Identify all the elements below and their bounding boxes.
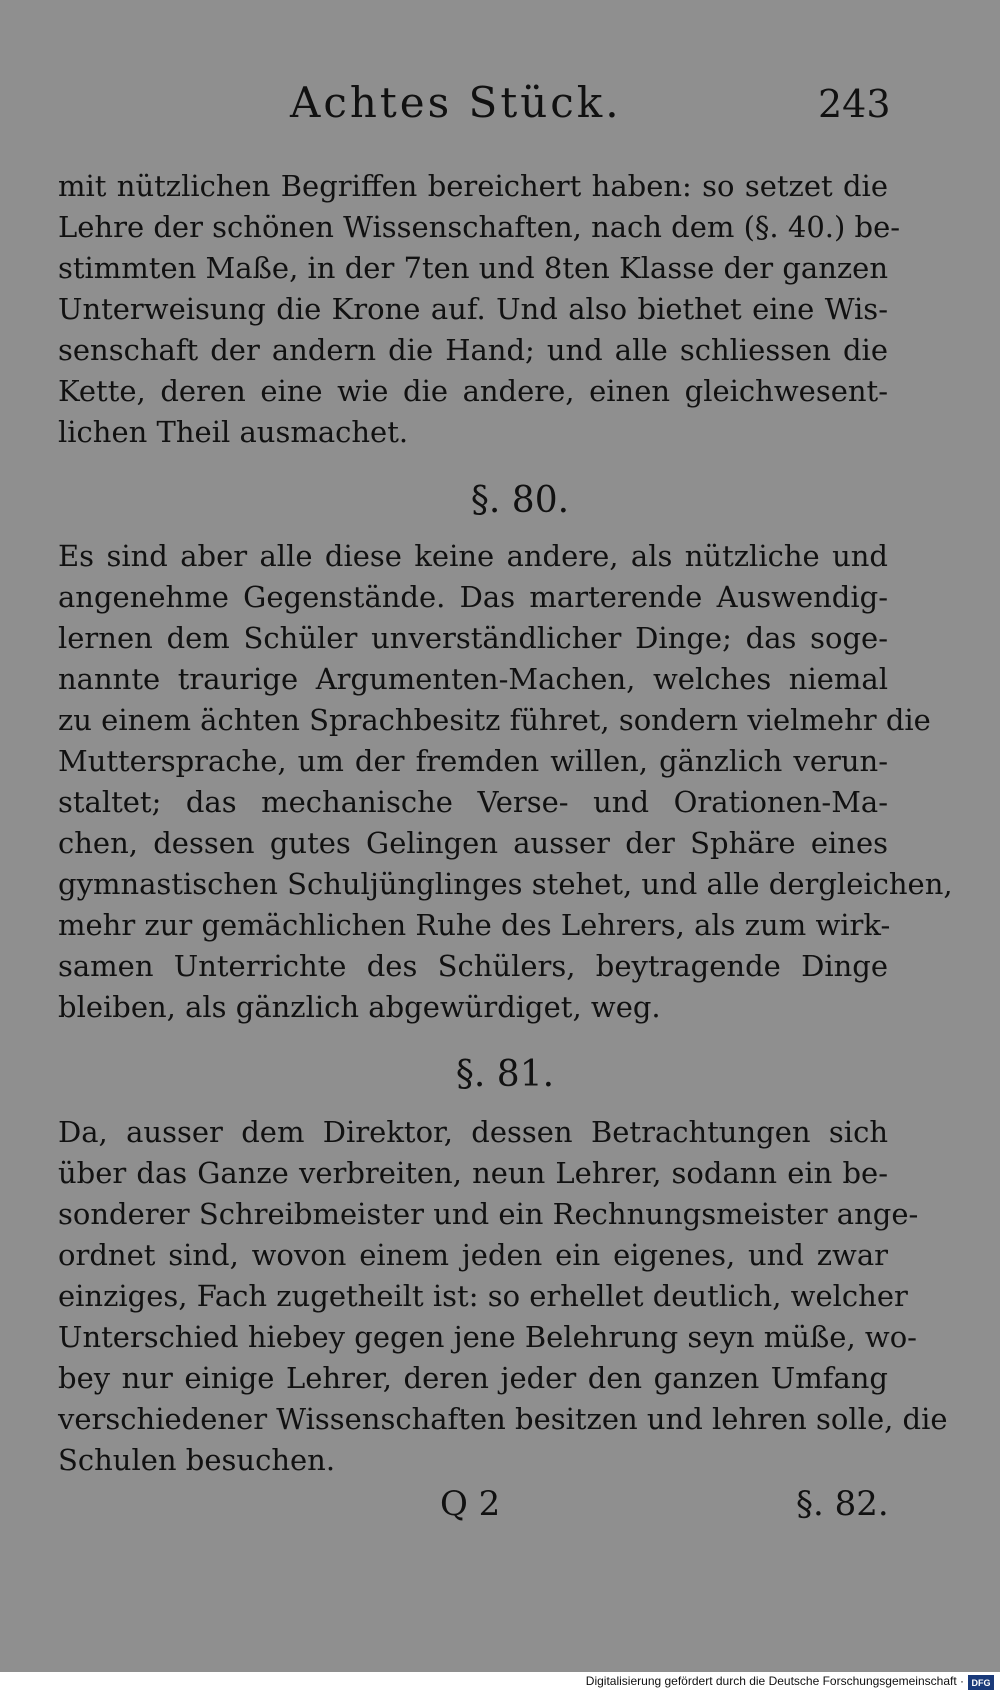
text-line: lichen Theil ausmachet. — [58, 415, 409, 449]
svg-text:DFG: DFG — [971, 1678, 991, 1688]
text-line: Lehre der schönen Wissenschaften, nach dem (§. 40.) be- — [58, 210, 901, 244]
text-line: zu einem ächten Sprachbesitz führet, sondern vielmehr die — [58, 703, 931, 737]
text-line: samen Unterrichte des Schülers, beytragende Dinge — [58, 949, 888, 983]
text-line: Muttersprache, um der fremden willen, gänzlich verun- — [58, 744, 888, 778]
text-line: verschiedener Wissenschaften besitzen und lehren solle, die — [58, 1402, 948, 1436]
text-line: angenehme Gegenstände. Das marterende Auswendig- — [58, 580, 888, 614]
page-number: 243 — [818, 82, 891, 126]
text-line: über das Ganze verbreiten, neun Lehrer, sodann ein be- — [58, 1156, 888, 1190]
paragraph-1 — [58, 166, 901, 453]
text-line: senschaft der andern die Hand; und alle schliessen die — [58, 333, 888, 367]
text-line: chen, dessen gutes Gelingen ausser der Sphäre eines — [58, 826, 888, 860]
funding-credit: Digitalisierung gefördert durch die Deutsche Forschungsgemeinschaft · — [585, 1674, 964, 1688]
text-line: mit nützlichen Begriffen bereichert haben: so setzet die — [58, 169, 888, 203]
dfg-logo-icon — [968, 1675, 994, 1690]
section-heading-81: §. 81. — [455, 1054, 555, 1095]
text-line: nannte traurige Argumenten-Machen, welches niemal — [58, 662, 888, 696]
credit-bar — [0, 1672, 1000, 1694]
text-line: bey nur einige Lehrer, deren jeder den ganzen Umfang — [58, 1361, 888, 1395]
text-line: bleiben, als gänzlich abgewürdiget, weg. — [58, 990, 661, 1024]
text-line: lernen dem Schüler unverständlicher Dinge; das soge- — [58, 621, 888, 655]
text-line: einziges, Fach zugetheilt ist: so erhellet deutlich, welcher — [58, 1279, 908, 1313]
signature-mark: Q 2 — [440, 1484, 501, 1524]
page-header — [0, 78, 1000, 138]
running-head: Achtes Stück. — [290, 78, 622, 127]
section-heading-80: §. 80. — [470, 480, 570, 521]
text-line: Unterweisung die Krone auf. Und also biethet eine Wis- — [58, 292, 888, 326]
text-line: sonderer Schreibmeister und ein Rechnungsmeister ange- — [58, 1197, 919, 1231]
text-line: staltet; das mechanische Verse- und Orationen-Ma- — [58, 785, 888, 819]
text-line: Schulen besuchen. — [58, 1443, 336, 1477]
paragraph-3 — [58, 1112, 948, 1481]
text-line: Kette, deren eine wie die andere, einen gleichwesent- — [58, 374, 888, 408]
paragraph-2 — [58, 536, 953, 1028]
text-line: Da, ausser dem Direktor, dessen Betrachtungen sich — [58, 1115, 888, 1149]
page-footer — [0, 1484, 1000, 1534]
text-line: Unterschied hiebey gegen jene Belehrung seyn müße, wo- — [58, 1320, 917, 1354]
text-line: gymnastischen Schuljünglinges stehet, und alle dergleichen, — [58, 867, 953, 901]
text-line: mehr zur gemächlichen Ruhe des Lehrers, als zum wirk- — [58, 908, 891, 942]
catchword: §. 82. — [796, 1484, 889, 1524]
text-line: stimmten Maße, in der 7ten und 8ten Klasse der ganzen — [58, 251, 888, 285]
text-line: Es sind aber alle diese keine andere, als nützliche und — [58, 539, 888, 573]
text-line: ordnet sind, wovon einem jeden ein eigenes, und zwar — [58, 1238, 888, 1272]
